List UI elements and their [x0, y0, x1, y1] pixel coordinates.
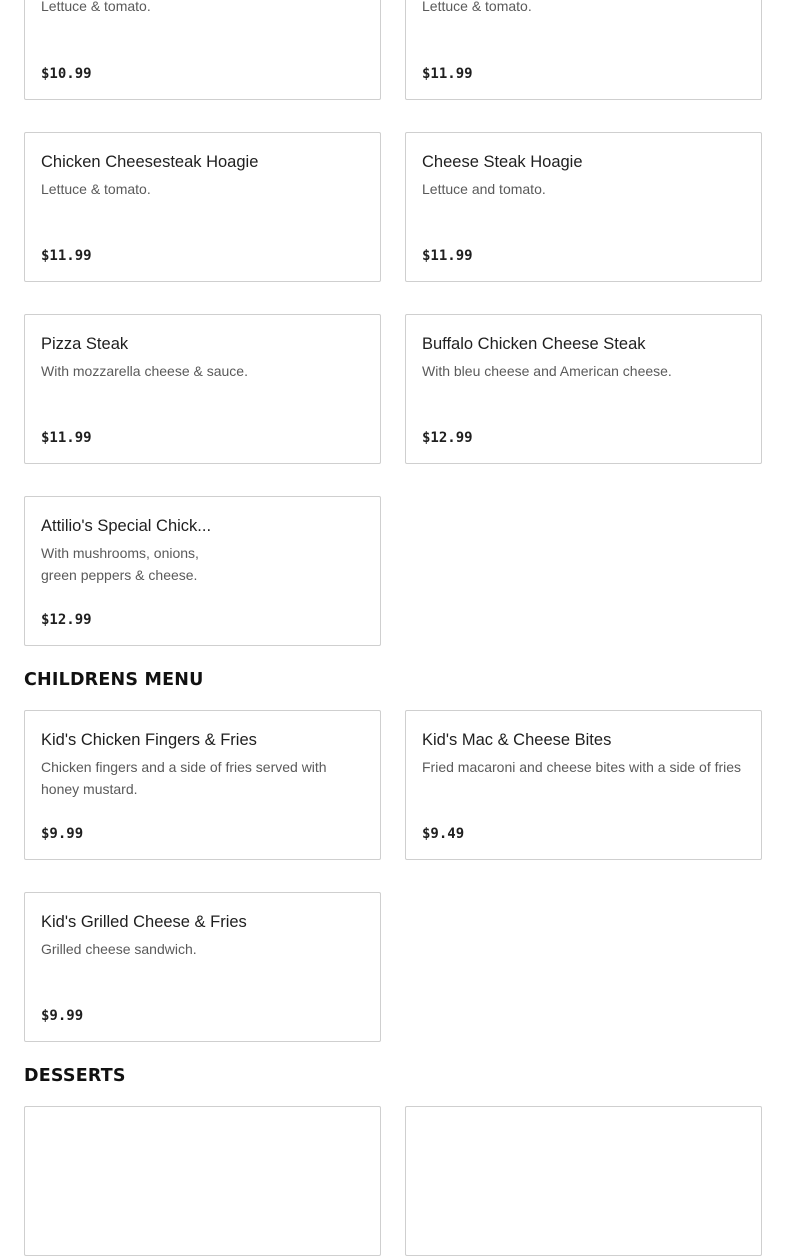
- item-description-line: green peppers & cheese.: [41, 567, 198, 583]
- item-description: Lettuce and tomato.: [422, 181, 546, 197]
- item-name: Chicken Cheesesteak Hoagie: [41, 153, 259, 171]
- item-description: Lettuce & tomato.: [422, 0, 532, 14]
- item-name: Attilio's Special Chick...: [41, 517, 212, 535]
- item-name: Buffalo Chicken Cheese Steak: [422, 335, 646, 353]
- item-price: $9.99: [41, 1008, 84, 1024]
- item-price: $11.99: [41, 248, 92, 264]
- menu-item-card[interactable]: [24, 892, 381, 1042]
- item-price: $9.99: [41, 826, 84, 842]
- menu-item-card[interactable]: [405, 132, 762, 282]
- menu-item-card[interactable]: [405, 1106, 762, 1256]
- item-price: $11.99: [422, 248, 473, 264]
- menu-item-card[interactable]: [24, 710, 381, 860]
- item-description: [41, 542, 364, 586]
- menu-item-card[interactable]: [405, 314, 762, 464]
- item-price: $9.49: [422, 826, 465, 842]
- menu-item-card[interactable]: [405, 0, 762, 100]
- item-name: Kid's Grilled Cheese & Fries: [41, 913, 247, 931]
- section-title: DESSERTS: [24, 1066, 126, 1086]
- menu-item-card[interactable]: [24, 496, 381, 646]
- menu-item-card[interactable]: [24, 1106, 381, 1256]
- item-price: $10.99: [41, 66, 92, 82]
- menu-item-card[interactable]: [24, 314, 381, 464]
- item-description: Lettuce & tomato.: [41, 0, 151, 14]
- item-price: $11.99: [422, 66, 473, 82]
- menu-item-card[interactable]: [24, 0, 381, 100]
- item-description: Grilled cheese sandwich.: [41, 941, 197, 957]
- item-description: With mozzarella cheese & sauce.: [41, 363, 248, 379]
- item-description-line: With mushrooms, onions,: [41, 545, 199, 561]
- item-name: Cheese Steak Hoagie: [422, 153, 583, 171]
- section-title: CHILDRENS MENU: [24, 670, 204, 690]
- item-price: $12.99: [422, 430, 473, 446]
- item-description: Fried macaroni and cheese bites with a side of fries: [422, 759, 742, 775]
- item-description: Chicken fingers and a side of fries served with honey mustard.: [41, 759, 327, 797]
- menu-item-card[interactable]: [405, 710, 762, 860]
- item-description: With bleu cheese and American cheese.: [422, 363, 672, 379]
- item-description: Lettuce & tomato.: [41, 181, 151, 197]
- item-price: $12.99: [41, 612, 92, 628]
- item-price: $11.99: [41, 430, 92, 446]
- item-name: Kid's Mac & Cheese Bites: [422, 731, 612, 749]
- item-name: Pizza Steak: [41, 335, 129, 353]
- menu-item-card[interactable]: [24, 132, 381, 282]
- item-name: Kid's Chicken Fingers & Fries: [41, 731, 257, 749]
